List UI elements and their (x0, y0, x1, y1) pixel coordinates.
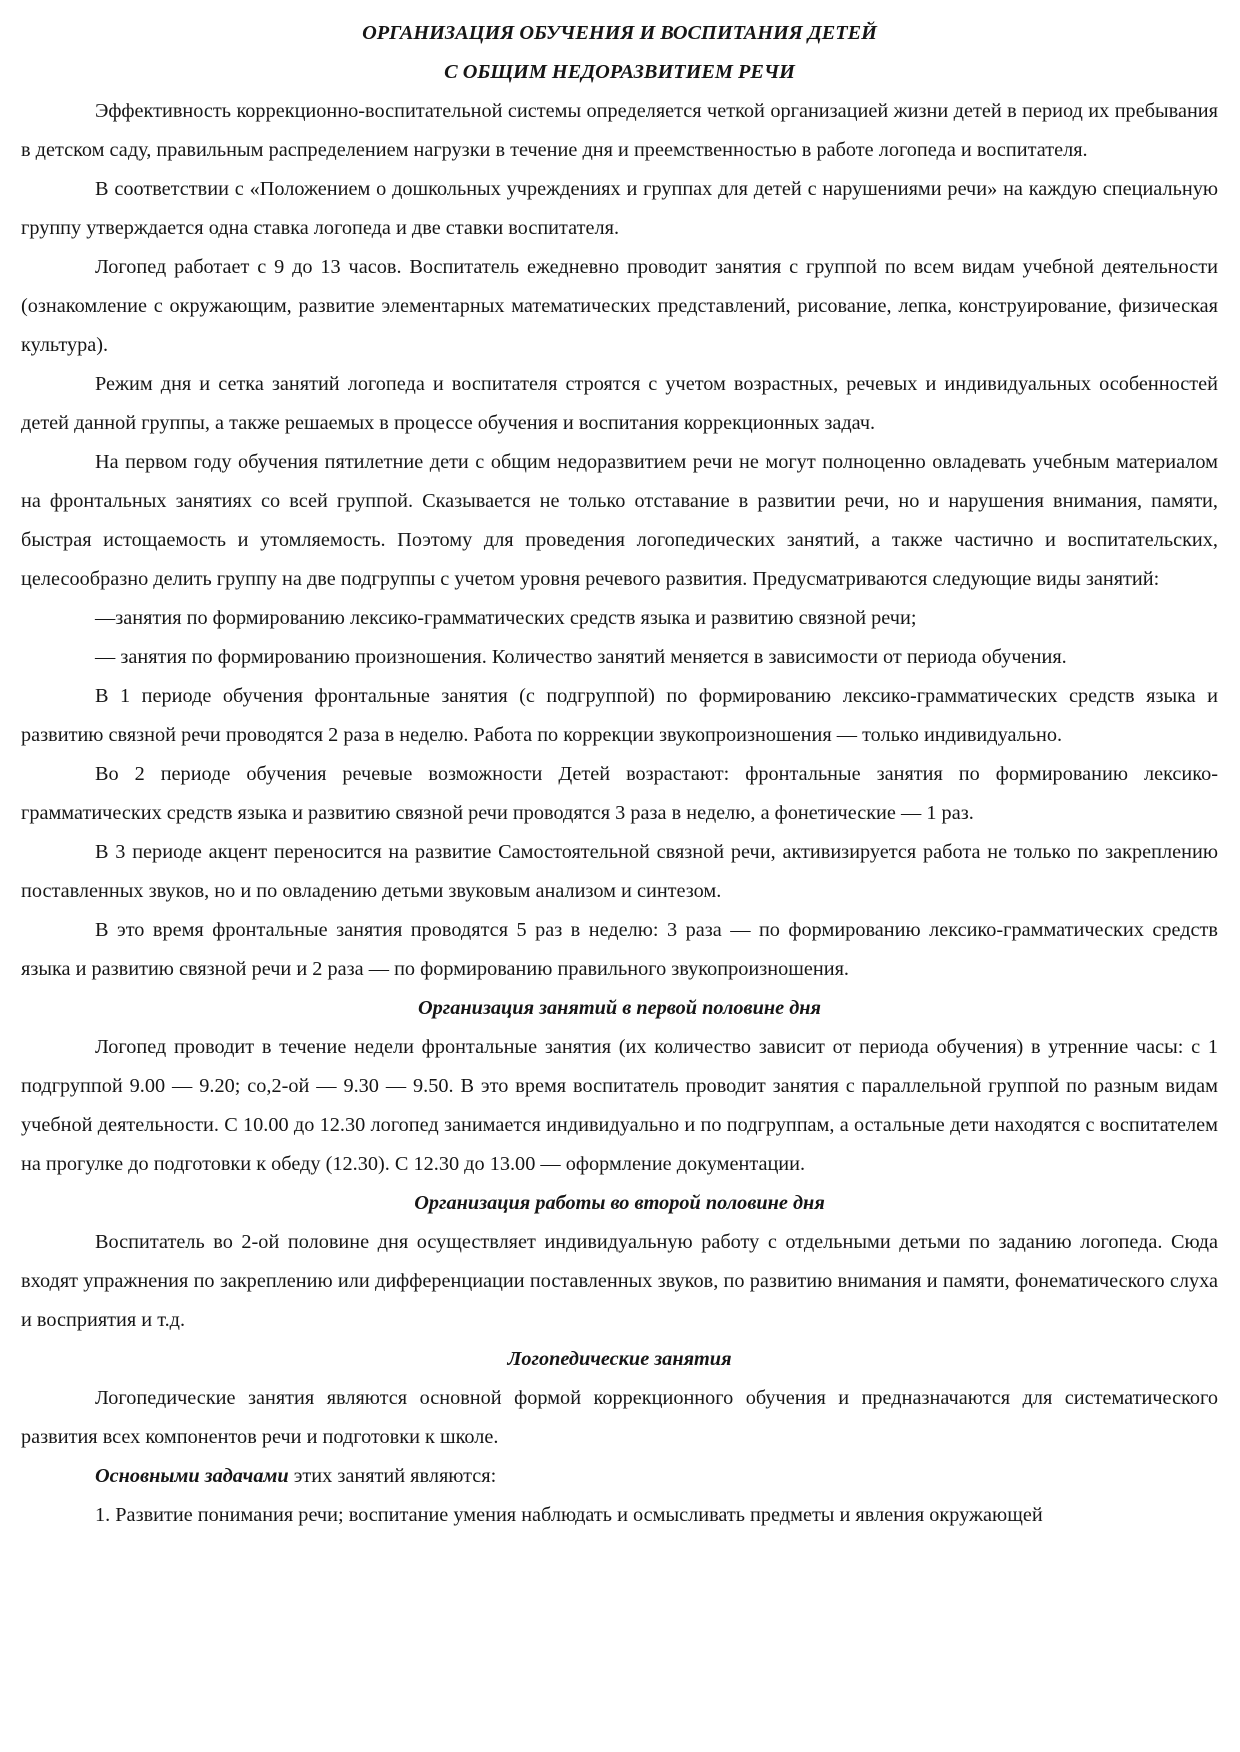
paragraph-11: Воспитатель во 2-ой половине дня осуществляет индивидуальную работу с отдельными детьми по заданию логопеда. Сюда входят упражнения по закреплению или дифференциации поставленных звуков, по развитию внимания и памяти, фонематического слуха и восприятия и т.д. (21, 1231, 1218, 1331)
paragraph-9: В это время фронтальные занятия проводятся 5 раз в неделю: 3 раза — по формированию лексико-грамматических средств языка и развитию связной речи и 2 раза — по формированию правильного звукопроизношения. (21, 919, 1218, 980)
section-heading-1: Организация занятий в первой половине дня (418, 997, 821, 1019)
list-item-dash-1: —занятия по формированию лексико-грамматических средств языка и развитию связной речи; (95, 607, 917, 629)
paragraph-1: Эффективность коррекционно-воспитательной системы определяется четкой организацией жизни детей в период их пребывания в детском саду, правильным распределением нагрузки в течение дня и преемственностью в работе логопеда и воспитателя. (21, 100, 1218, 161)
paragraph-7: Во 2 периоде обучения речевые возможности Детей возрастают: фронтальные занятия по формированию лексико-грамматических средств языка и развитию связной речи проводятся 3 раза в неделю, а фонетические — 1 раз. (21, 763, 1218, 824)
paragraph-8: В 3 периоде акцент переносится на развитие Самостоятельной связной речи, активизируется работа не только по закреплению поставленных звуков, но и по овладению детьми звуковым анализом и синтезом. (21, 841, 1218, 902)
section-heading-2: Организация работы во второй половине дня (414, 1192, 825, 1214)
section-heading-3: Логопедические занятия (507, 1348, 732, 1370)
paragraph-13-rest: этих занятий являются: (288, 1465, 497, 1487)
paragraph-14: 1. Развитие понимания речи; воспитание умения наблюдать и осмысливать предметы и явления окружающей (95, 1504, 1043, 1526)
paragraph-13-bold: Основными задачами (95, 1465, 289, 1487)
document-title-line-2: С ОБЩИМ НЕДОРАЗВИТИЕМ РЕЧИ (444, 61, 795, 83)
paragraph-2: В соответствии с «Положением о дошкольных учреждениях и группах для детей с нарушениями речи» на каждую специальную группу утверждается одна ставка логопеда и две ставки воспитателя. (21, 178, 1218, 239)
document-page (21, 14, 1218, 1535)
paragraph-10: Логопед проводит в течение недели фронтальные занятия (их количество зависит от периода обучения) в утренние часы: с 1 подгруппой 9.00 — 9.20; со,2-ой — 9.30 — 9.50. В это время воспитатель проводит занятия с параллельной группой по разным видам учебной деятельности. С 10.00 до 12.30 логопед занимается индивидуально и по подгруппам, а остальные дети находятся с воспитателем на прогулке до подготовки к обеду (12.30). С 12.30 до 13.00 — оформление документации. (21, 1036, 1218, 1175)
list-item-dash-2: — занятия по формированию произношения. Количество занятий меняется в зависимости от периода обучения. (95, 646, 1067, 668)
paragraph-12: Логопедические занятия являются основной формой коррекционного обучения и предназначаются для систематического развития всех компонентов речи и подготовки к школе. (21, 1387, 1218, 1448)
document-title-line-1: ОРГАНИЗАЦИЯ ОБУЧЕНИЯ И ВОСПИТАНИЯ ДЕТЕЙ (362, 22, 877, 44)
paragraph-6: В 1 периоде обучения фронтальные занятия (с подгруппой) по формированию лексико-грамматических средств языка и развитию связной речи проводятся 2 раза в неделю. Работа по коррекции звукопроизношения — только индивидуально. (21, 685, 1218, 746)
paragraph-13 (21, 1457, 1218, 1496)
paragraph-4: Режим дня и сетка занятий логопеда и воспитателя строятся с учетом возрастных, речевых и индивидуальных особенностей детей данной группы, а также решаемых в процессе обучения и воспитания коррекционных задач. (21, 373, 1218, 434)
paragraph-3: Логопед работает с 9 до 13 часов. Воспитатель ежедневно проводит занятия с группой по всем видам учебной деятельности (ознакомление с окружающим, развитие элементарных математических представлений, рисование, лепка, конструирование, физическая культура). (21, 256, 1218, 356)
paragraph-5: На первом году обучения пятилетние дети с общим недоразвитием речи не могут полноценно овладевать учебным материалом на фронтальных занятиях со всей группой. Сказывается не только отставание в развитии речи, но и нарушения внимания, памяти, быстрая истощаемость и утомляемость. Поэтому для проведения логопедических занятий, а также частично и воспитательских, целесообразно делить группу на две подгруппы с учетом уровня речевого развития. Предусматриваются следующие виды занятий: (21, 451, 1218, 590)
